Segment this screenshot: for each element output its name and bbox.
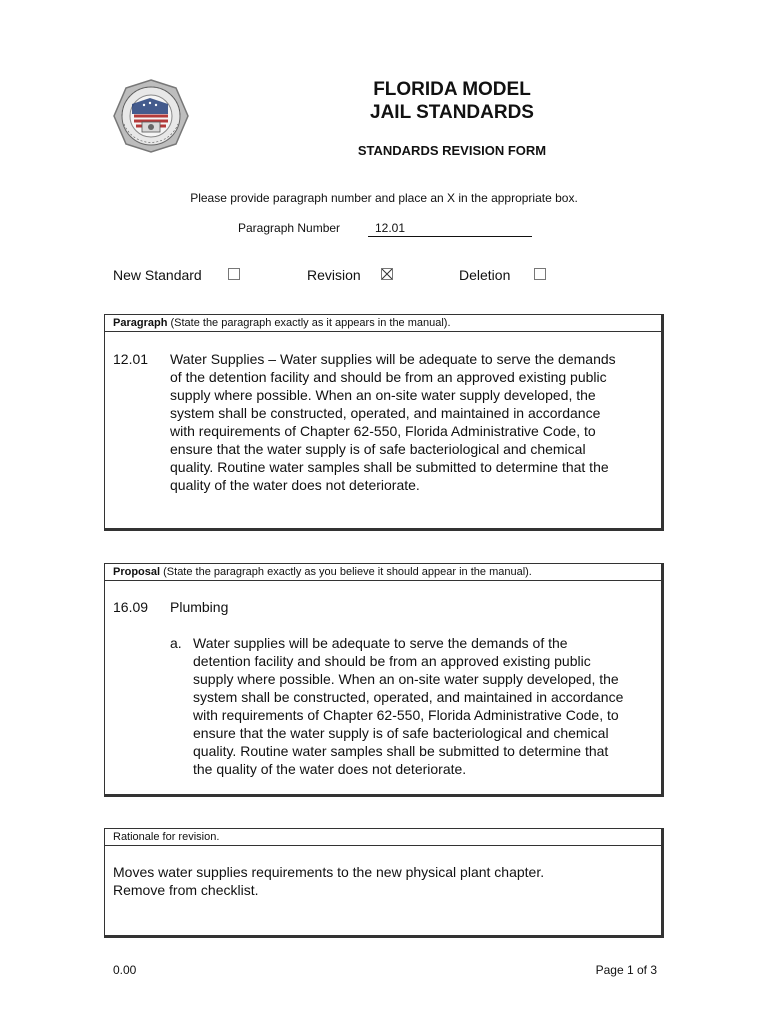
proposal-text[interactable] (193, 634, 623, 778)
rationale-section-heading: Rationale for revision. (105, 829, 661, 846)
paragraph-heading-bold: Paragraph (113, 317, 168, 329)
paragraph-number: 12.01 (113, 351, 149, 367)
page-indicator: Page 1 of 3 (595, 963, 657, 977)
proposal-line: system shall be constructed, operated, and maintained in accordance (193, 689, 624, 705)
proposal-line: with requirements of Chapter 62-550, Florida Administrative Code, to (193, 707, 619, 723)
revision-checkbox[interactable] (381, 268, 393, 280)
paragraph-heading-rest: (State the paragraph exactly as it appears in the manual). (167, 317, 451, 329)
rationale-text[interactable] (113, 863, 544, 899)
paragraph-text[interactable] (170, 350, 616, 494)
paragraph-line: quality. Routine water samples shall be submitted to determine that the (170, 459, 609, 475)
revision-label: Revision (307, 267, 361, 283)
proposal-line: detention facility and should be from an approved existing public (193, 653, 591, 669)
paragraph-line: of the detention facility and should be from an approved existing public (170, 369, 607, 385)
proposal-line: the quality of the water does not deteriorate. (193, 761, 467, 777)
paragraph-line: quality of the water does not deteriorate. (170, 477, 420, 493)
paragraph-section-heading (105, 315, 661, 332)
new-standard-label: New Standard (113, 267, 202, 283)
deletion-checkbox[interactable] (534, 268, 546, 280)
paragraph-section (104, 314, 664, 531)
proposal-line: Water supplies will be adequate to serve the demands of the (193, 635, 568, 651)
rationale-section (104, 828, 664, 938)
title-line-2: JAIL STANDARDS (370, 102, 534, 123)
paragraph-number-label: Paragraph Number (238, 221, 341, 235)
footer-code: 0.00 (113, 963, 137, 977)
proposal-line: supply where possible. When an on-site water supply developed, the (193, 671, 619, 687)
paragraph-number-value: 12.01 (375, 221, 406, 235)
florida-seal-logo (112, 78, 190, 154)
paragraph-line: with requirements of Chapter 62-550, Florida Administrative Code, to (170, 423, 596, 439)
paragraph-line: supply where possible. When an on-site water supply developed, the (170, 387, 596, 403)
proposal-line: quality. Routine water samples shall be submitted to determine that (193, 743, 609, 759)
title-line-1: FLORIDA MODEL (373, 79, 531, 100)
proposal-section (104, 563, 664, 797)
proposal-heading-bold: Proposal (113, 566, 161, 578)
paragraph-line: Water Supplies – Water supplies will be adequate to serve the demands (170, 351, 616, 367)
proposal-title: Plumbing (170, 599, 229, 615)
rationale-line: Remove from checklist. (113, 882, 259, 898)
rationale-line: Moves water supplies requirements to the new physical plant chapter. (113, 864, 545, 880)
proposal-heading-rest: (State the paragraph exactly as you believe it should appear in the manual). (160, 566, 532, 578)
proposal-item-marker: a. (170, 635, 182, 651)
deletion-label: Deletion (459, 267, 511, 283)
new-standard-checkbox[interactable] (228, 268, 240, 280)
paragraph-line: ensure that the water supply is of safe bacteriological and chemical (170, 441, 586, 457)
proposal-section-heading (105, 564, 661, 581)
x-mark-icon (382, 269, 392, 279)
paragraph-line: system shall be constructed, operated, and maintained in accordance (170, 405, 601, 421)
instruction-text: Please provide paragraph number and place an X in the appropriate box. (190, 191, 578, 205)
proposal-line: ensure that the water supply is of safe bacteriological and chemical (193, 725, 609, 741)
form-subtitle: STANDARDS REVISION FORM (357, 143, 547, 158)
proposal-number: 16.09 (113, 599, 149, 615)
